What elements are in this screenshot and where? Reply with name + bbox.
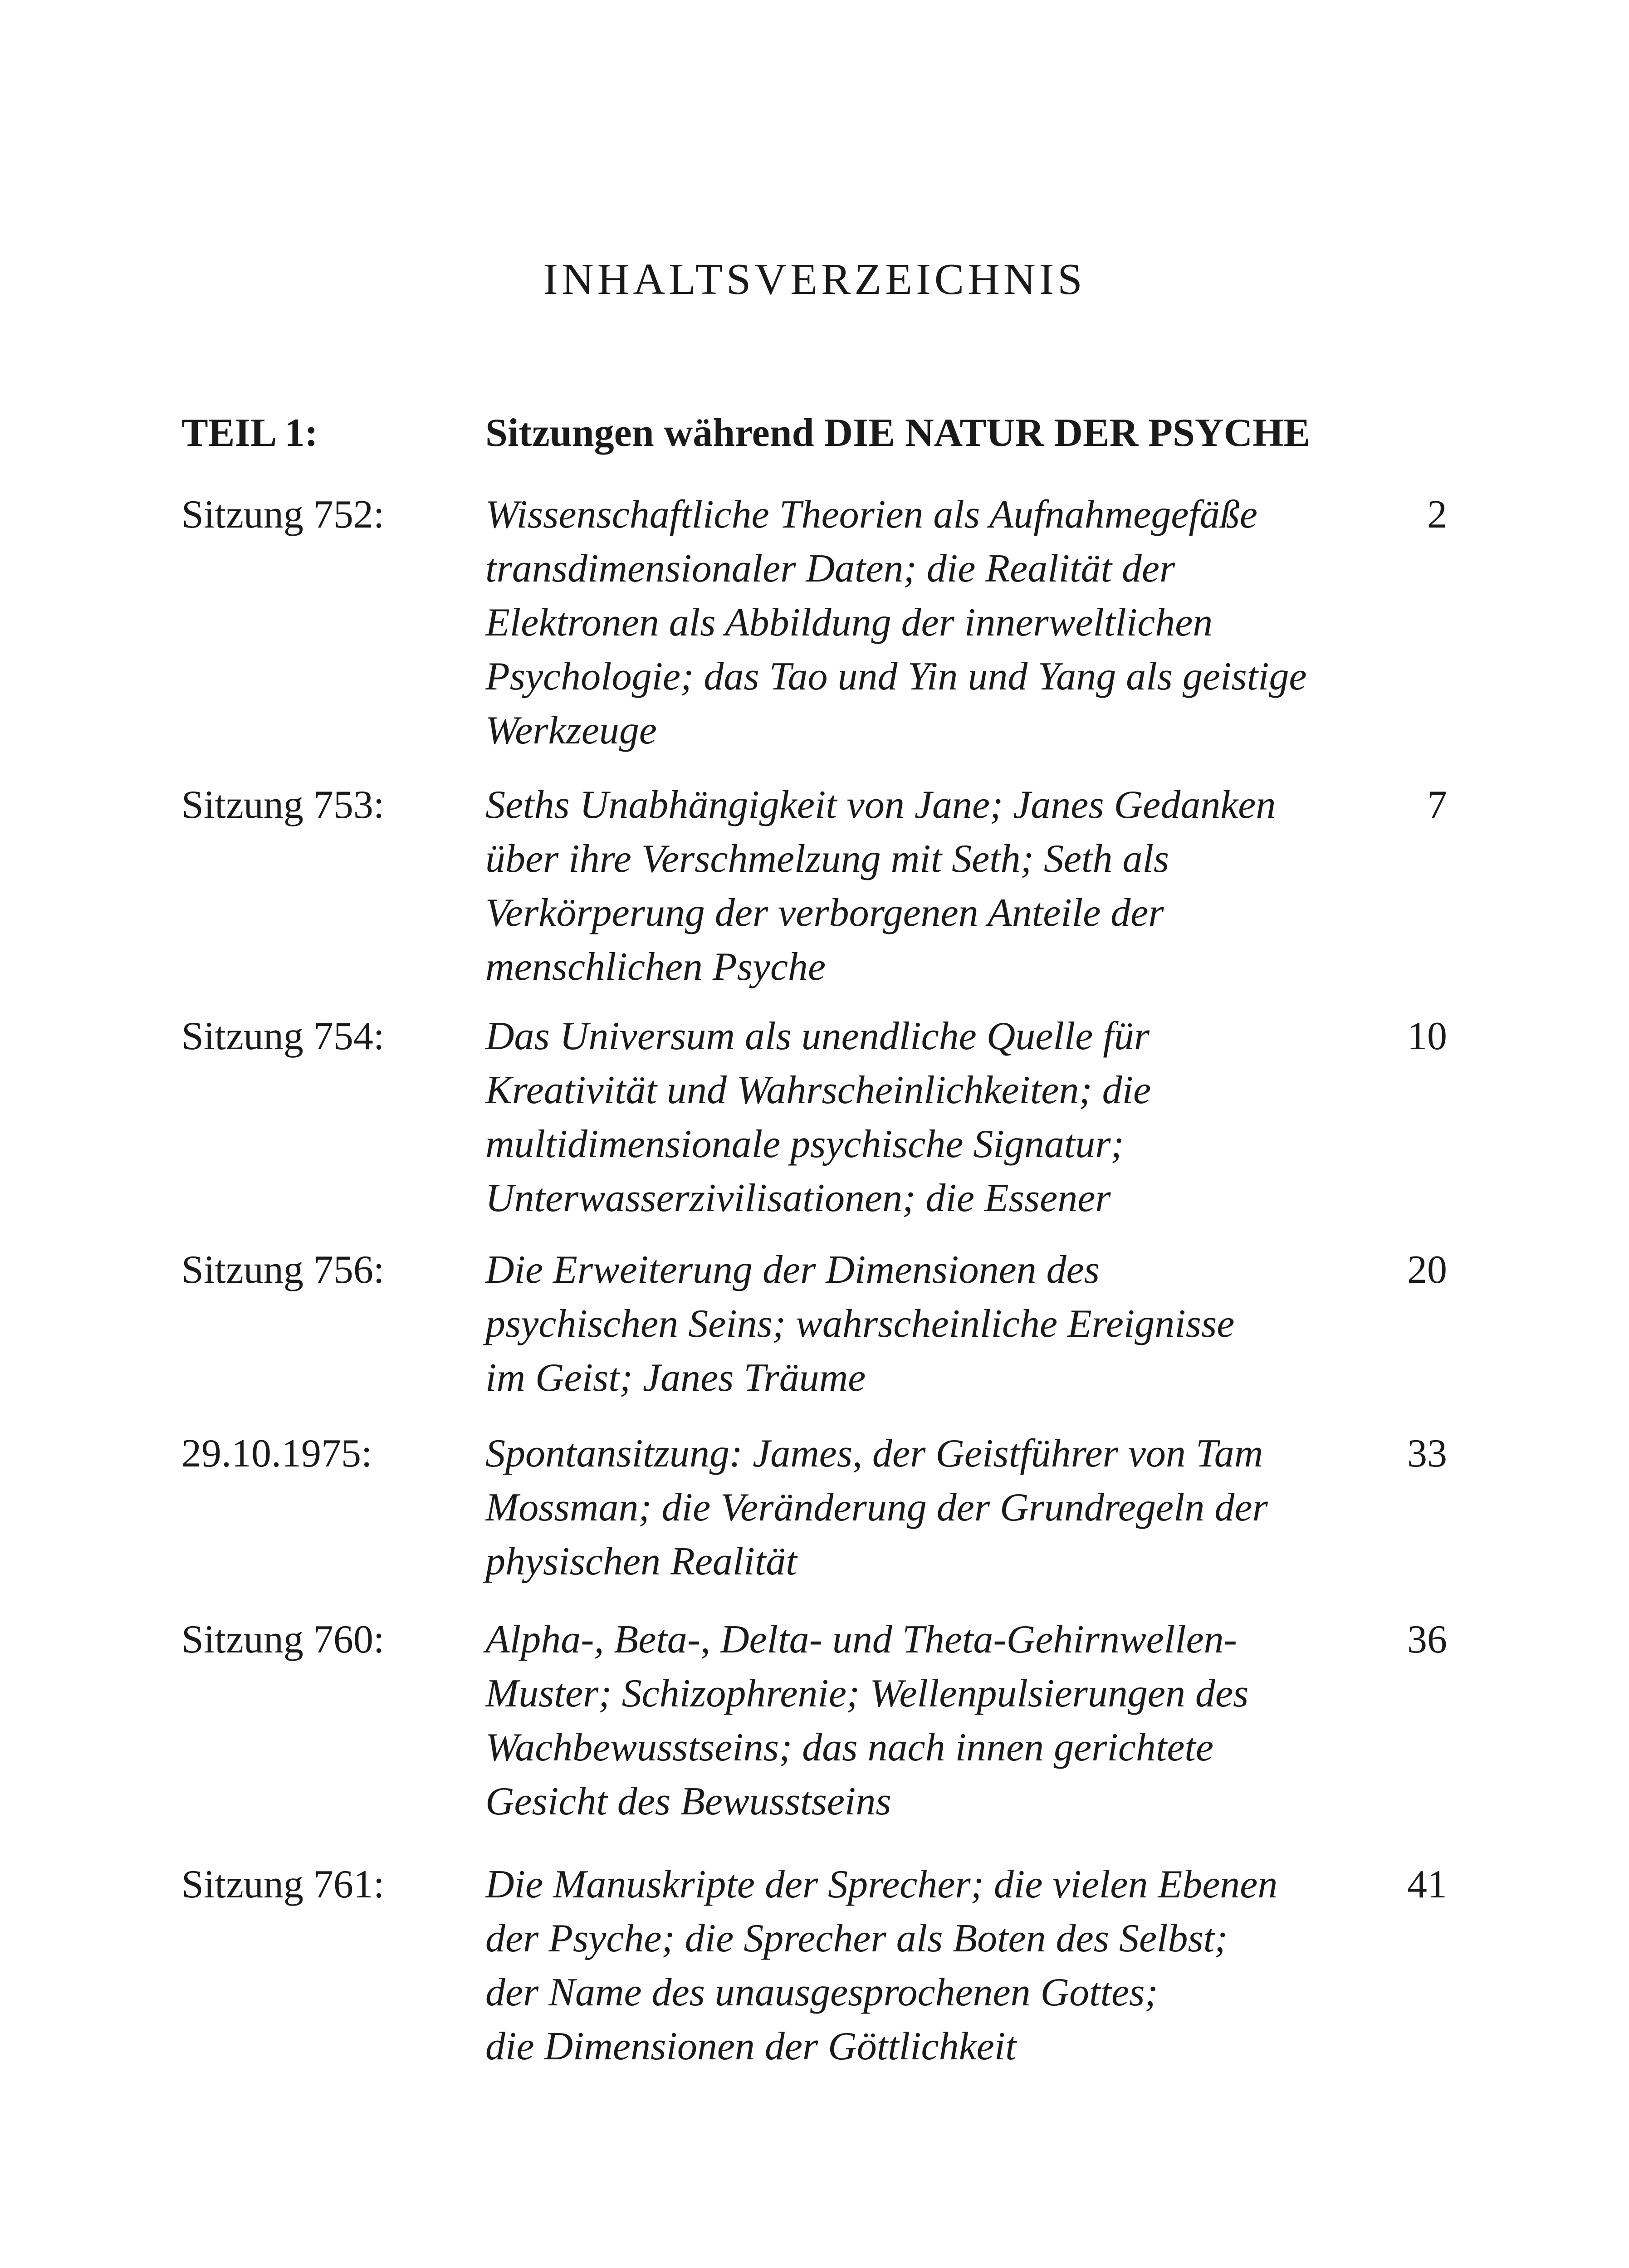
description-line: Werkzeuge <box>485 709 657 753</box>
description-line: der Name des unausgesprochenen Gottes; <box>485 1970 1158 2014</box>
page-number: 41 <box>1407 1862 1447 1906</box>
entry-description <box>485 778 1320 994</box>
page-number: 36 <box>1407 1618 1447 1662</box>
description-line: die Dimensionen der Göttlichkeit <box>485 2024 1017 2068</box>
session-label: 29.10.1975: <box>181 1432 372 1476</box>
description-line: Spontansitzung: James, der Geistführer von Tam <box>485 1432 1263 1476</box>
description-line: Alpha-, Beta-, Delta- und Theta-Gehirnwellen- <box>485 1618 1237 1662</box>
session-label: Sitzung 752: <box>181 493 385 537</box>
page-number: 20 <box>1407 1248 1447 1292</box>
session-label: Sitzung 754: <box>181 1014 385 1058</box>
description-line: Kreativität und Wahrscheinlichkeiten; die <box>485 1068 1151 1112</box>
page-number: 2 <box>1427 493 1447 537</box>
description-line: Wachbewusstseins; das nach innen gerichtete <box>485 1725 1213 1769</box>
description-line: transdimensionaler Daten; die Realität der <box>485 547 1175 591</box>
page-number: 10 <box>1407 1014 1447 1058</box>
page-number: 33 <box>1407 1432 1447 1476</box>
session-label: Sitzung 761: <box>181 1862 385 1906</box>
description-line: Seths Unabhängigkeit von Jane; Janes Gedanken <box>485 783 1276 827</box>
part-title: Sitzungen während DIE NATUR DER PSYCHE <box>485 411 1311 455</box>
description-line: Unterwasserzivilisationen; die Essener <box>485 1176 1111 1220</box>
description-line: Wissenschaftliche Theorien als Aufnahmegefäße <box>485 493 1257 537</box>
entry-description <box>485 1857 1320 2073</box>
description-line: im Geist; Janes Träume <box>485 1356 866 1400</box>
description-line: physischen Realität <box>485 1540 797 1584</box>
description-line: Elektronen als Abbildung der innerweltlichen <box>485 601 1213 645</box>
description-line: Das Universum als unendliche Quelle für <box>485 1014 1150 1058</box>
description-line: Die Manuskripte der Sprecher; die vielen Ebenen <box>485 1862 1278 1906</box>
page-number: 7 <box>1427 783 1447 827</box>
description-line: Psychologie; das Tao und Yin und Yang als geistige <box>485 655 1307 699</box>
description-line: Die Erweiterung der Dimensionen des <box>485 1248 1100 1292</box>
description-line: psychischen Seins; wahrscheinliche Ereignisse <box>485 1302 1235 1346</box>
entry-description <box>485 488 1320 758</box>
session-label: Sitzung 753: <box>181 783 385 827</box>
description-line: Verkörperung der verborgenen Anteile der <box>485 891 1164 935</box>
session-label: Sitzung 756: <box>181 1248 385 1292</box>
description-line: über ihre Verschmelzung mit Seth; Seth als <box>485 837 1169 881</box>
session-label: Sitzung 760: <box>181 1618 385 1662</box>
description-line: menschlichen Psyche <box>485 945 826 989</box>
description-line: der Psyche; die Sprecher als Boten des Selbst; <box>485 1916 1228 1960</box>
entry-description <box>485 1009 1320 1225</box>
entry-description <box>485 1243 1320 1405</box>
page-title: INHALTSVERZEICHNIS <box>543 255 1086 304</box>
description-line: Muster; Schizophrenie; Wellenpulsierungen des <box>485 1672 1249 1716</box>
entry-description <box>485 1427 1320 1589</box>
entry-description <box>485 1613 1320 1828</box>
description-line: multidimensionale psychische Signatur; <box>485 1122 1124 1166</box>
part-label: TEIL 1: <box>181 411 318 455</box>
description-line: Gesicht des Bewusstseins <box>485 1779 891 1823</box>
description-line: Mossman; die Veränderung der Grundregeln der <box>485 1486 1268 1530</box>
